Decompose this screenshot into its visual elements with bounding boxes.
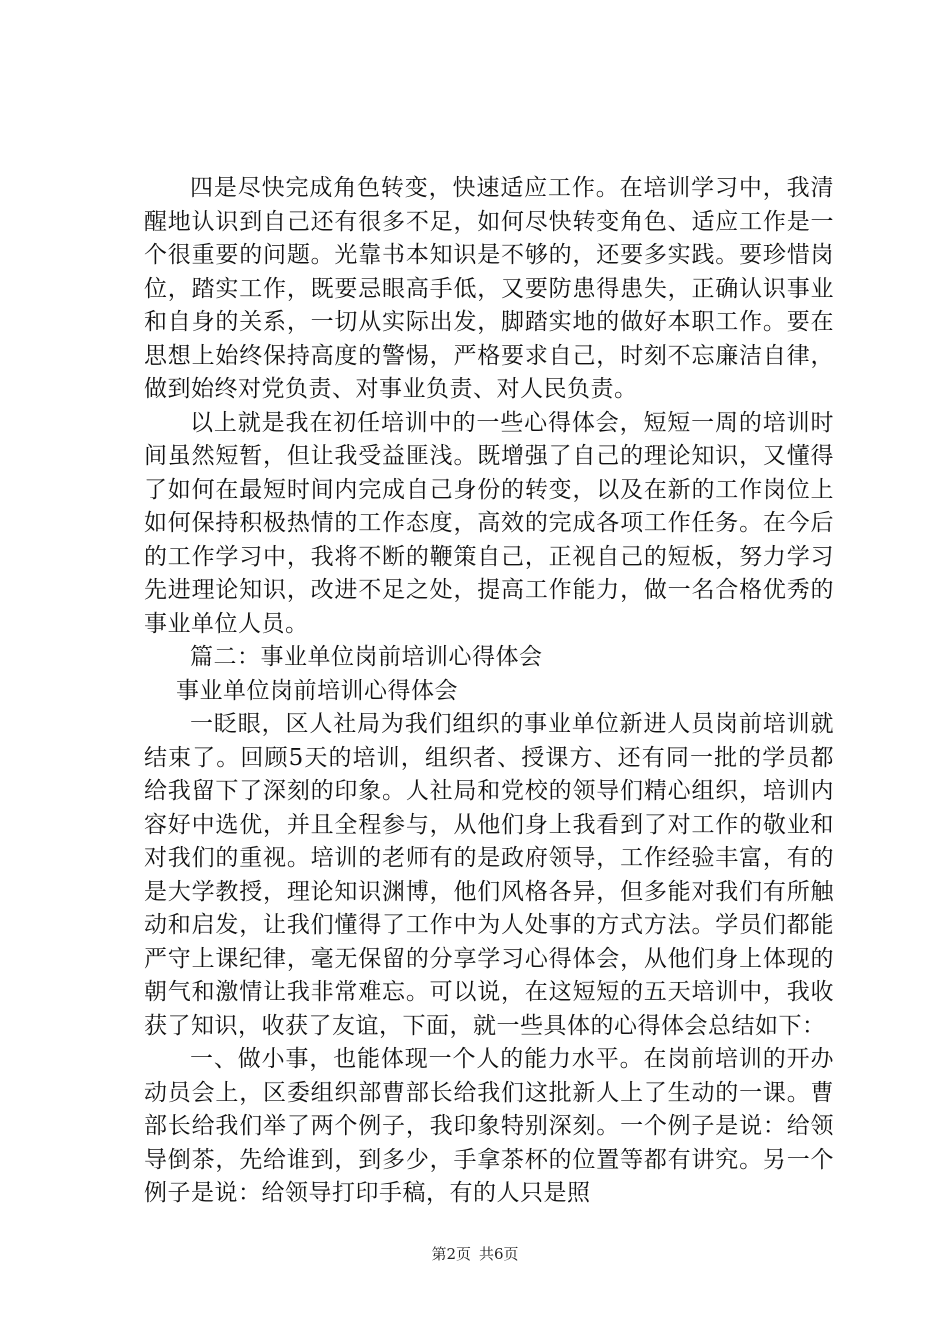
page-total: 共6页 xyxy=(479,1245,519,1263)
page-number: 第2页 xyxy=(431,1245,471,1263)
section-heading: 篇二：事业单位岗前培训心得体会 xyxy=(190,644,543,670)
paragraph: 一眨眼，区人社局为我们组织的事业单位新进人员岗前培训就结束了。回顾5天的培训，组织者、授课方、还有同一批的学员都给我留下了深刻的印象。人社局和党校的领导们精心组织，培训内容好中选优，并且全程参与，从他们身上我看到了对工作的敬业和对我们的重视。培训的老师有的是政府领导，工作经验丰富，有的是大学教授，理论知识渊博，他们风格各异，但多能对我们有所触动和启发，让我们懂得了工作中为人处事的方式方法。学员们都能严守上课纪律，毫无保留的分享学习心得体会，从他们身上体现的朝气和激情让我非常难忘。可以说，在这短短的五天培训中，我收获了知识，收获了友谊，下面，就一些具体的心得体会总结如下： xyxy=(144,711,834,1039)
page-footer xyxy=(0,1243,950,1264)
document-body xyxy=(144,172,834,1211)
paragraph: 以上就是我在初任培训中的一些心得体会，短短一周的培训时间虽然短暂，但让我受益匪浅。既增强了自己的理论知识，又懂得了如何在最短时间内完成自己身份的转变，以及在新的工作岗位上如何保持积极热情的工作态度，高效的完成各项工作任务。在今后的工作学习中，我将不断的鞭策自己，正视自己的短板，努力学习先进理论知识，改进不足之处，提高工作能力，做一名合格优秀的事业单位人员。 xyxy=(144,409,834,637)
paragraph: 四是尽快完成角色转变，快速适应工作。在培训学习中，我清醒地认识到自己还有很多不足，如何尽快转变角色、适应工作是一个很重要的问题。光靠书本知识是不够的，还要多实践。要珍惜岗位，踏实工作，既要忌眼高手低，又要防患得患失，正确认识事业和自身的关系，一切从实际出发，脚踏实地的做好本职工作。要在思想上始终保持高度的警惕，严格要求自己，时刻不忘廉洁自律，做到始终对党负责、对事业负责、对人民负责。 xyxy=(144,175,834,402)
section-title: 事业单位岗前培训心得体会 xyxy=(176,677,458,704)
paragraph: 一、做小事，也能体现一个人的能力水平。在岗前培训的开办动员会上，区委组织部曹部长给我们这批新人上了生动的一课。曹部长给我们举了两个例子，我印象特别深刻。一个例子是说：给领导倒茶，先给谁到，到多少，手拿茶杯的位置等都有讲究。另一个例子是说：给领导打印手稿，有的人只是照 xyxy=(144,1046,834,1206)
